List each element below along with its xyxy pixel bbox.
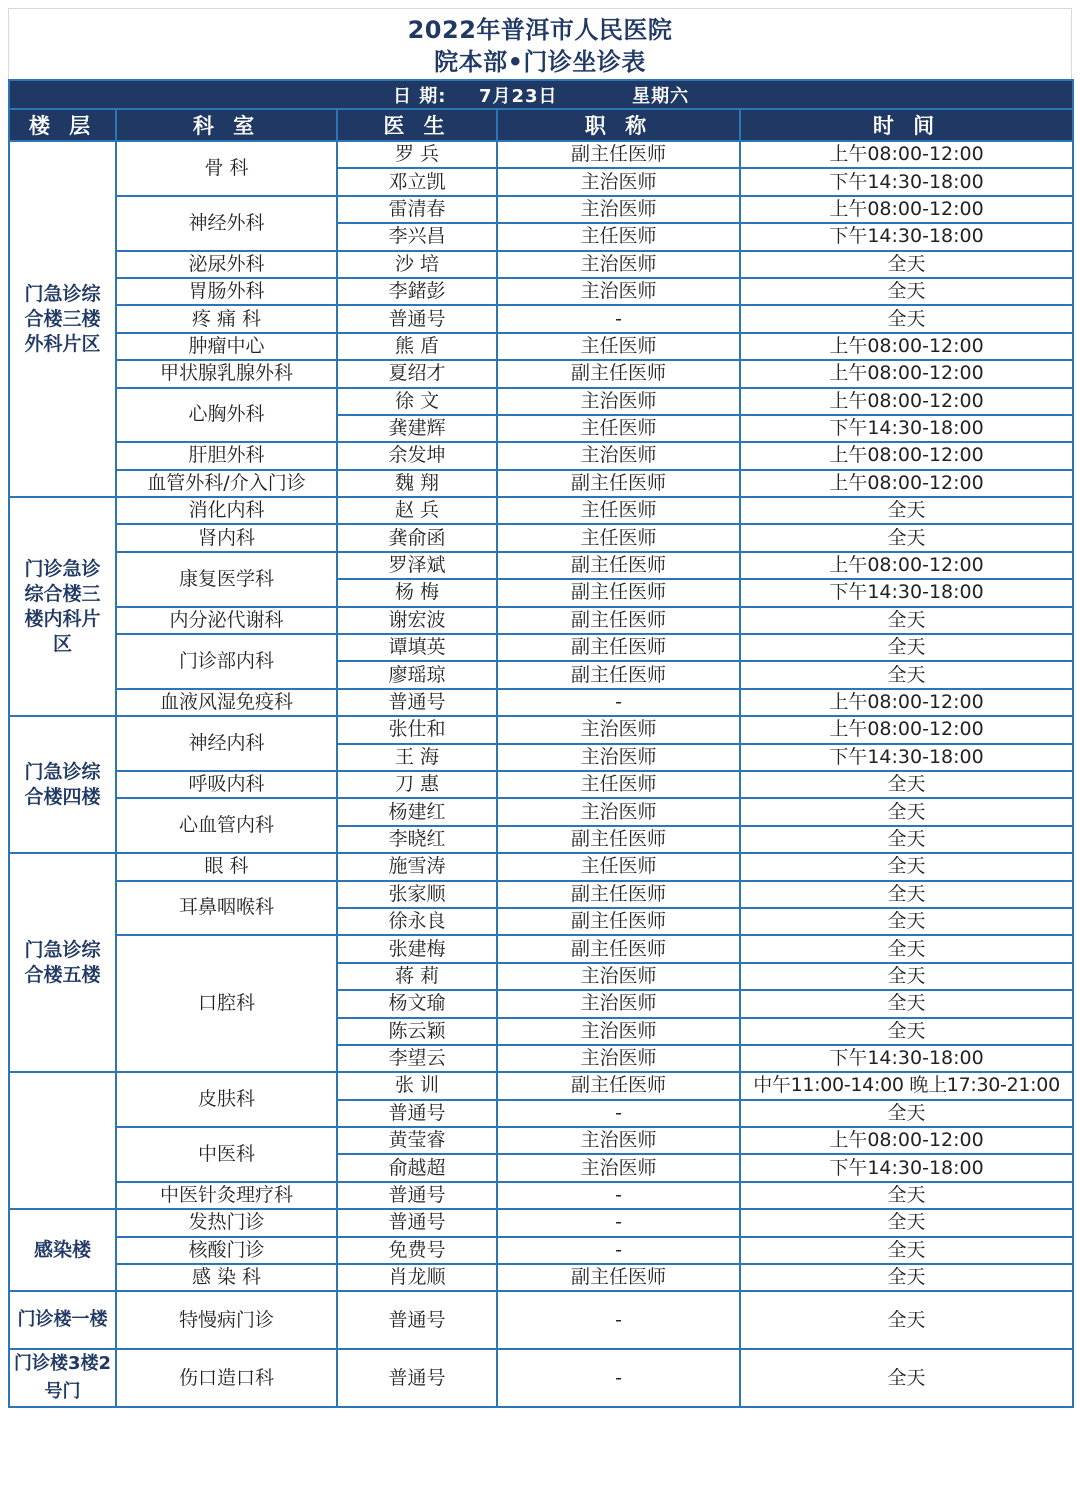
table-row: [9, 771, 1073, 798]
time-cell: 下午14:30-18:00: [740, 223, 1073, 250]
doctor-cell: 邓立凯: [337, 168, 497, 195]
time-cell: 下午14:30-18:00: [740, 415, 1073, 442]
dept-cell: 中医针灸理疗科: [116, 1182, 337, 1209]
doctor-cell: 李晓红: [337, 826, 497, 853]
table-row: [9, 470, 1073, 497]
time-cell: 全天: [740, 826, 1073, 853]
table-row: [9, 305, 1073, 332]
dept-cell: 神经外科: [116, 196, 337, 251]
dept-cell: 心胸外科: [116, 388, 337, 443]
doctor-cell: 雷清春: [337, 196, 497, 223]
table-row: [9, 1072, 1073, 1099]
time-cell: 全天: [740, 634, 1073, 661]
date-bar: [9, 80, 1073, 109]
title-cell: 副主任医师: [497, 607, 740, 634]
table-row: [9, 1237, 1073, 1264]
title-cell: 主治医师: [497, 798, 740, 825]
dept-cell: 眼 科: [116, 853, 337, 880]
title-cell: 主治医师: [497, 963, 740, 990]
column-header-title: 职 称: [497, 109, 740, 141]
doctor-cell: 杨建红: [337, 798, 497, 825]
table-row: [9, 388, 1073, 415]
time-cell: 全天: [740, 524, 1073, 551]
time-cell: 全天: [740, 1182, 1073, 1209]
title-cell: 主治医师: [497, 990, 740, 1017]
title-cell: 副主任医师: [497, 826, 740, 853]
title-cell: 副主任医师: [497, 141, 740, 168]
table-row: [9, 798, 1073, 825]
title-cell: 主治医师: [497, 1127, 740, 1154]
doctor-cell: 普通号: [337, 689, 497, 716]
title-cell: 副主任医师: [497, 634, 740, 661]
doctor-cell: 熊 盾: [337, 333, 497, 360]
time-cell: 全天: [740, 935, 1073, 962]
doctor-cell: 黄莹睿: [337, 1127, 497, 1154]
time-cell: 下午14:30-18:00: [740, 579, 1073, 606]
title-cell: 主治医师: [497, 1018, 740, 1045]
time-cell: 下午14:30-18:00: [740, 168, 1073, 195]
table-row: [9, 1209, 1073, 1236]
table-row: [9, 716, 1073, 743]
doctor-cell: 张 训: [337, 1072, 497, 1099]
time-cell: 全天: [740, 607, 1073, 634]
doctor-cell: 王 海: [337, 744, 497, 771]
title-cell: 主治医师: [497, 251, 740, 278]
title-cell: 副主任医师: [497, 360, 740, 387]
dept-cell: 甲状腺乳腺外科: [116, 360, 337, 387]
dept-cell: 发热门诊: [116, 1209, 337, 1236]
time-cell: 全天: [740, 661, 1073, 688]
time-cell: 下午14:30-18:00: [740, 1154, 1073, 1181]
schedule-title: 院本部•门诊坐诊表: [434, 48, 646, 76]
doctor-cell: 蒋 莉: [337, 963, 497, 990]
doctor-cell: 徐永良: [337, 908, 497, 935]
title-cell: -: [497, 689, 740, 716]
time-cell: 上午08:00-12:00: [740, 360, 1073, 387]
doctor-cell: 刀 惠: [337, 771, 497, 798]
floor-cell: 门急诊综合楼五楼: [9, 853, 116, 1072]
table-row: [9, 1182, 1073, 1209]
title-cell: 主治医师: [497, 1154, 740, 1181]
title-cell: 主治医师: [497, 1045, 740, 1072]
time-cell: 下午14:30-18:00: [740, 1045, 1073, 1072]
title-cell: 副主任医师: [497, 579, 740, 606]
dept-cell: 核酸门诊: [116, 1237, 337, 1264]
time-cell: 全天: [740, 1100, 1073, 1127]
doctor-cell: 普通号: [337, 1349, 497, 1407]
table-row: [9, 442, 1073, 469]
dept-cell: 呼吸内科: [116, 771, 337, 798]
title-cell: -: [497, 1237, 740, 1264]
time-cell: 上午08:00-12:00: [740, 689, 1073, 716]
date-label: 日 期:: [392, 85, 447, 107]
column-header-time: 时 间: [740, 109, 1073, 141]
doctor-cell: 杨 梅: [337, 579, 497, 606]
table-row: [9, 1127, 1073, 1154]
title-cell: 副主任医师: [497, 908, 740, 935]
doctor-cell: 普通号: [337, 1100, 497, 1127]
column-header-department: 科 室: [116, 109, 337, 141]
floor-cell: 门诊楼一楼: [9, 1291, 116, 1349]
time-cell: 全天: [740, 990, 1073, 1017]
doctor-cell: 龚建辉: [337, 415, 497, 442]
dept-cell: 肾内科: [116, 524, 337, 551]
title-cell: 副主任医师: [497, 881, 740, 908]
title-cell: 副主任医师: [497, 935, 740, 962]
table-row: [9, 524, 1073, 551]
schedule-table: [8, 79, 1074, 1408]
title-cell: -: [497, 1291, 740, 1349]
floor-cell: 门急诊综合楼四楼: [9, 716, 116, 853]
dept-cell: 肿瘤中心: [116, 333, 337, 360]
doctor-cell: 沙 培: [337, 251, 497, 278]
doctor-cell: 杨文瑜: [337, 990, 497, 1017]
time-cell: 上午08:00-12:00: [740, 552, 1073, 579]
column-header-floor: 楼 层: [9, 109, 116, 141]
time-cell: 全天: [740, 1018, 1073, 1045]
time-cell: 全天: [740, 1291, 1073, 1349]
doctor-cell: 普通号: [337, 1209, 497, 1236]
title-cell: -: [497, 1100, 740, 1127]
dept-cell: 血液风湿免疫科: [116, 689, 337, 716]
table-row: [9, 853, 1073, 880]
date-value: 7月23日: [478, 85, 558, 107]
time-cell: 全天: [740, 771, 1073, 798]
doctor-cell: 普通号: [337, 305, 497, 332]
time-cell: 上午08:00-12:00: [740, 442, 1073, 469]
dept-cell: 康复医学科: [116, 552, 337, 607]
doctor-cell: 施雪涛: [337, 853, 497, 880]
table-row: [9, 141, 1073, 168]
title-cell: -: [497, 1182, 740, 1209]
time-cell: 上午08:00-12:00: [740, 141, 1073, 168]
title-block: [8, 8, 1072, 79]
dept-cell: 骨 科: [116, 141, 337, 196]
title-cell: 主治医师: [497, 744, 740, 771]
dept-cell: 肝胆外科: [116, 442, 337, 469]
doctor-cell: 罗泽斌: [337, 552, 497, 579]
title-cell: 副主任医师: [497, 470, 740, 497]
dept-cell: 心血管内科: [116, 798, 337, 853]
title-cell: 主治医师: [497, 168, 740, 195]
time-cell: 上午08:00-12:00: [740, 470, 1073, 497]
hospital-title: 2022年普洱市人民医院: [407, 16, 673, 44]
title-cell: 主治医师: [497, 388, 740, 415]
dept-cell: 特慢病门诊: [116, 1291, 337, 1349]
time-cell: 全天: [740, 278, 1073, 305]
dept-cell: 口腔科: [116, 935, 337, 1072]
doctor-cell: 廖瑶琼: [337, 661, 497, 688]
title-cell: 主治医师: [497, 716, 740, 743]
dept-cell: 中医科: [116, 1127, 337, 1182]
doctor-cell: 普通号: [337, 1182, 497, 1209]
title-cell: 主治医师: [497, 442, 740, 469]
time-cell: 全天: [740, 305, 1073, 332]
doctor-cell: 李兴昌: [337, 223, 497, 250]
table-row: [9, 278, 1073, 305]
title-cell: 主治医师: [497, 278, 740, 305]
table-row: [9, 360, 1073, 387]
time-cell: 全天: [740, 798, 1073, 825]
doctor-cell: 李鍺彭: [337, 278, 497, 305]
time-cell: 下午14:30-18:00: [740, 744, 1073, 771]
time-cell: 上午08:00-12:00: [740, 333, 1073, 360]
time-cell: 中午11:00-14:00 晚上17:30-21:00: [740, 1072, 1073, 1099]
title-cell: 副主任医师: [497, 661, 740, 688]
dept-cell: 感 染 科: [116, 1264, 337, 1291]
title-cell: 主任医师: [497, 333, 740, 360]
table-row: [9, 552, 1073, 579]
column-header-row: [9, 109, 1073, 141]
doctor-cell: 谢宏波: [337, 607, 497, 634]
doctor-cell: 魏 翔: [337, 470, 497, 497]
table-row: [9, 881, 1073, 908]
weekday-value: 星期六: [632, 85, 690, 107]
dept-cell: 疼 痛 科: [116, 305, 337, 332]
doctor-cell: 赵 兵: [337, 497, 497, 524]
time-cell: 全天: [740, 908, 1073, 935]
title-cell: 副主任医师: [497, 552, 740, 579]
doctor-cell: 免费号: [337, 1237, 497, 1264]
floor-cell: 门诊楼3楼2号门: [9, 1349, 116, 1407]
dept-cell: 消化内科: [116, 497, 337, 524]
title-cell: 主任医师: [497, 497, 740, 524]
doctor-cell: 徐 文: [337, 388, 497, 415]
doctor-cell: 罗 兵: [337, 141, 497, 168]
doctor-cell: 陈云颖: [337, 1018, 497, 1045]
dept-cell: 伤口造口科: [116, 1349, 337, 1407]
dept-cell: 泌尿外科: [116, 251, 337, 278]
time-cell: 全天: [740, 1349, 1073, 1407]
schedule-sheet: [8, 8, 1072, 1408]
doctor-cell: 张家顺: [337, 881, 497, 908]
time-cell: 全天: [740, 1264, 1073, 1291]
table-row: [9, 935, 1073, 962]
dept-cell: 神经内科: [116, 716, 337, 771]
dept-cell: 胃肠外科: [116, 278, 337, 305]
table-row: [9, 634, 1073, 661]
time-cell: 上午08:00-12:00: [740, 716, 1073, 743]
time-cell: 全天: [740, 963, 1073, 990]
doctor-cell: 张仕和: [337, 716, 497, 743]
doctor-cell: 李望云: [337, 1045, 497, 1072]
dept-cell: 门诊部内科: [116, 634, 337, 689]
floor-cell: 门急诊综合楼三楼外科片区: [9, 141, 116, 497]
floor-cell: 门诊急诊综合楼三楼内科片区: [9, 497, 116, 716]
title-cell: -: [497, 1349, 740, 1407]
time-cell: 全天: [740, 497, 1073, 524]
time-cell: 全天: [740, 1237, 1073, 1264]
table-row: [9, 251, 1073, 278]
doctor-cell: 龚俞函: [337, 524, 497, 551]
doctor-cell: 余发坤: [337, 442, 497, 469]
table-row: [9, 689, 1073, 716]
floor-cell: 感染楼: [9, 1209, 116, 1291]
table-row: [9, 196, 1073, 223]
dept-cell: 血管外科/介入门诊: [116, 470, 337, 497]
time-cell: 上午08:00-12:00: [740, 1127, 1073, 1154]
title-cell: -: [497, 1209, 740, 1236]
title-cell: 主任医师: [497, 415, 740, 442]
doctor-cell: 张建梅: [337, 935, 497, 962]
doctor-cell: 夏绍才: [337, 360, 497, 387]
title-cell: 主任医师: [497, 223, 740, 250]
table-row: [9, 1264, 1073, 1291]
time-cell: 上午08:00-12:00: [740, 388, 1073, 415]
doctor-cell: 俞越超: [337, 1154, 497, 1181]
title-cell: -: [497, 305, 740, 332]
doctor-cell: 普通号: [337, 1291, 497, 1349]
dept-cell: 内分泌代谢科: [116, 607, 337, 634]
dept-cell: 耳鼻咽喉科: [116, 881, 337, 936]
dept-cell: 皮肤科: [116, 1072, 337, 1127]
title-cell: 主任医师: [497, 771, 740, 798]
table-row: [9, 497, 1073, 524]
time-cell: 全天: [740, 1209, 1073, 1236]
doctor-cell: 肖龙顺: [337, 1264, 497, 1291]
table-row: [9, 607, 1073, 634]
table-row: [9, 333, 1073, 360]
title-cell: 主任医师: [497, 524, 740, 551]
title-cell: 主治医师: [497, 196, 740, 223]
time-cell: 上午08:00-12:00: [740, 196, 1073, 223]
column-header-doctor: 医 生: [337, 109, 497, 141]
title-cell: 副主任医师: [497, 1072, 740, 1099]
time-cell: 全天: [740, 251, 1073, 278]
floor-cell: [9, 1072, 116, 1209]
time-cell: 全天: [740, 881, 1073, 908]
doctor-cell: 谭填英: [337, 634, 497, 661]
time-cell: 全天: [740, 853, 1073, 880]
table-row: [9, 1349, 1073, 1407]
title-cell: 副主任医师: [497, 1264, 740, 1291]
title-cell: 主任医师: [497, 853, 740, 880]
table-row: [9, 1291, 1073, 1349]
